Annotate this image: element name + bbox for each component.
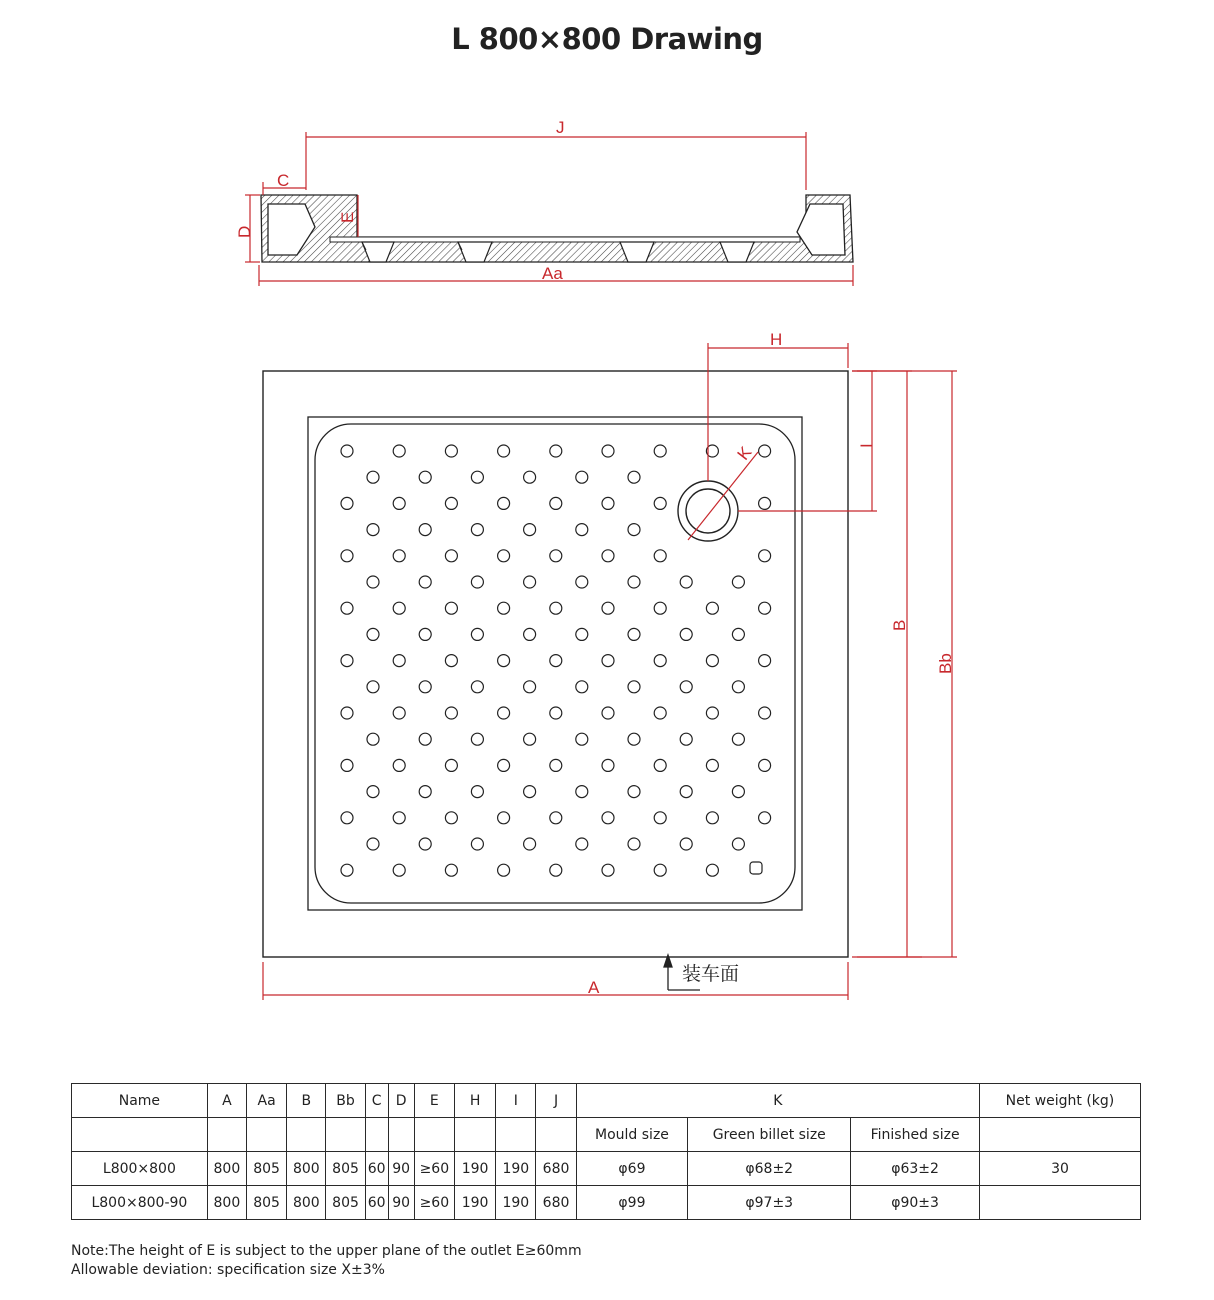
drain-hole	[419, 628, 431, 640]
drain-hole	[471, 628, 483, 640]
cell-name: L800×800-90	[72, 1186, 208, 1220]
drain-hole	[419, 524, 431, 536]
drain-hole	[524, 681, 536, 693]
subheader-mould-size: Mould size	[576, 1118, 688, 1152]
cell-bb: 805	[326, 1186, 365, 1220]
drain-hole	[419, 733, 431, 745]
drain-hole	[471, 576, 483, 588]
drain-hole	[628, 524, 640, 536]
drain-hole	[498, 759, 510, 771]
drain-hole	[393, 655, 405, 667]
drain-hole	[759, 812, 771, 824]
drain-hole	[445, 864, 457, 876]
drain-hole	[576, 471, 588, 483]
cell-aa: 805	[247, 1186, 287, 1220]
cell-j: 680	[536, 1152, 576, 1186]
cell-a: 800	[207, 1152, 246, 1186]
drain-hole	[732, 838, 744, 850]
drain-hole	[498, 812, 510, 824]
drain-hole	[393, 497, 405, 509]
subheader-finished-size: Finished size	[851, 1118, 980, 1152]
drain-hole	[628, 733, 640, 745]
drain-hole	[576, 576, 588, 588]
drain-hole	[367, 524, 379, 536]
drain-hole	[498, 864, 510, 876]
drain-hole	[393, 759, 405, 771]
drain-hole	[654, 550, 666, 562]
drain-hole	[419, 681, 431, 693]
drain-hole	[341, 864, 353, 876]
drain-hole	[680, 628, 692, 640]
drain-hole	[393, 602, 405, 614]
note-line: Allowable deviation: specification size X±3%	[71, 1262, 385, 1278]
header-e: E	[414, 1084, 454, 1118]
drain-hole	[471, 838, 483, 850]
drain-hole	[445, 655, 457, 667]
drain-hole	[654, 445, 666, 457]
drain-hole	[341, 550, 353, 562]
cell-name: L800×800	[72, 1152, 208, 1186]
cell-net-weight: 30	[979, 1152, 1140, 1186]
drain-hole	[602, 445, 614, 457]
drain-hole	[706, 864, 718, 876]
drain-hole	[367, 838, 379, 850]
drain-hole	[732, 786, 744, 798]
drain-hole	[759, 445, 771, 457]
dim-label-i: I	[857, 443, 876, 448]
drain-hole	[550, 812, 562, 824]
drain-hole	[419, 576, 431, 588]
drain-hole	[680, 786, 692, 798]
drain-hole	[628, 838, 640, 850]
dim-label-aa: Aa	[542, 264, 563, 283]
drain-hole	[602, 707, 614, 719]
dim-label-a: A	[588, 978, 600, 997]
drain-hole	[419, 786, 431, 798]
drain-hole	[524, 576, 536, 588]
dim-label-j: J	[556, 118, 565, 137]
drain-hole	[367, 786, 379, 798]
drain-hole	[732, 733, 744, 745]
drain-hole	[759, 655, 771, 667]
cell-c: 60	[365, 1186, 388, 1220]
drain-hole	[576, 838, 588, 850]
drain-hole	[706, 812, 718, 824]
drain-hole	[393, 864, 405, 876]
header-i: I	[496, 1084, 536, 1118]
drain-hole	[393, 445, 405, 457]
header-net-weight: Net weight (kg)	[979, 1084, 1140, 1118]
drain-hole	[445, 812, 457, 824]
cell-c: 60	[365, 1152, 388, 1186]
drain-hole	[367, 681, 379, 693]
cell-h: 190	[454, 1152, 495, 1186]
drain-hole	[576, 681, 588, 693]
drain-hole	[471, 733, 483, 745]
drain-hole	[445, 497, 457, 509]
cell-e: ≥60	[414, 1152, 454, 1186]
cell-b: 800	[287, 1152, 326, 1186]
drain-hole	[498, 602, 510, 614]
header-bb: Bb	[326, 1084, 365, 1118]
header-name: Name	[72, 1084, 208, 1118]
drain-hole	[393, 550, 405, 562]
drain-hole	[498, 497, 510, 509]
drain-hole	[732, 681, 744, 693]
drain-hole	[524, 733, 536, 745]
cell-i: 190	[496, 1186, 536, 1220]
drain-hole	[654, 497, 666, 509]
drain-hole	[628, 786, 640, 798]
drain-hole	[576, 733, 588, 745]
drain-hole	[654, 864, 666, 876]
drain-hole	[628, 628, 640, 640]
cell-b: 800	[287, 1186, 326, 1220]
drain-hole	[471, 786, 483, 798]
header-k: K	[576, 1084, 979, 1118]
drain-hole	[550, 550, 562, 562]
drain-hole	[602, 497, 614, 509]
drain-hole	[498, 550, 510, 562]
drain-hole	[524, 471, 536, 483]
drain-hole	[576, 524, 588, 536]
drain-hole	[498, 445, 510, 457]
drain-hole	[576, 786, 588, 798]
plan-view	[263, 371, 848, 957]
dim-label-k: K	[733, 443, 756, 464]
header-d: D	[388, 1084, 414, 1118]
cell-i: 190	[496, 1152, 536, 1186]
drain-hole	[367, 471, 379, 483]
drain-hole	[367, 733, 379, 745]
drain-hole	[341, 445, 353, 457]
drain-hole	[341, 812, 353, 824]
dim-label-b: B	[890, 619, 909, 631]
cross-section-view	[261, 195, 853, 262]
header-b: B	[287, 1084, 326, 1118]
dim-label-c: C	[277, 171, 290, 190]
drain-hole	[602, 812, 614, 824]
drain-hole	[445, 602, 457, 614]
cell-finished-size: φ63±2	[851, 1152, 980, 1186]
drain-hole	[602, 759, 614, 771]
table-header-row	[72, 1084, 1141, 1118]
dim-label-h: H	[770, 330, 783, 349]
drain-hole	[602, 864, 614, 876]
note-line: Note:The height of E is subject to the upper plane of the outlet E≥60mm	[71, 1243, 582, 1259]
table-subheader-row	[72, 1118, 1141, 1152]
drain-hole	[524, 786, 536, 798]
drain-hole	[732, 628, 744, 640]
drain-hole	[498, 655, 510, 667]
subheader-green-billet-size: Green billet size	[688, 1118, 851, 1152]
drain-hole	[759, 759, 771, 771]
cell-e: ≥60	[414, 1186, 454, 1220]
drain-hole	[419, 471, 431, 483]
drain-hole	[419, 838, 431, 850]
drain-hole	[341, 655, 353, 667]
drain-hole	[628, 681, 640, 693]
drain-hole	[654, 602, 666, 614]
drain-hole	[471, 524, 483, 536]
cell-bb: 805	[326, 1152, 365, 1186]
header-aa: Aa	[247, 1084, 287, 1118]
drain-hole	[341, 602, 353, 614]
drain-hole	[602, 550, 614, 562]
drain-hole	[550, 445, 562, 457]
drain-hole	[628, 576, 640, 588]
header-j: J	[536, 1084, 576, 1118]
drain-hole	[445, 550, 457, 562]
drain-hole	[654, 655, 666, 667]
drain-hole	[602, 602, 614, 614]
tray-section-body	[261, 195, 853, 262]
drain-hole	[550, 602, 562, 614]
drain-hole	[628, 471, 640, 483]
cell-net-weight	[979, 1186, 1140, 1220]
drain-hole	[759, 707, 771, 719]
cell-aa: 805	[247, 1152, 287, 1186]
drain-hole	[341, 497, 353, 509]
specification-table	[71, 1083, 1141, 1220]
drain-hole	[759, 602, 771, 614]
drain-hole	[341, 707, 353, 719]
drain-hole	[654, 812, 666, 824]
drain-hole	[393, 812, 405, 824]
plan-dimensions	[263, 343, 957, 1000]
drain-hole	[367, 628, 379, 640]
dim-label-d: D	[235, 225, 254, 238]
drain-hole	[524, 838, 536, 850]
cell-mould-size: φ99	[576, 1186, 688, 1220]
cell-green-billet-size: φ97±3	[688, 1186, 851, 1220]
drain-hole	[654, 707, 666, 719]
drain-hole	[550, 759, 562, 771]
cell-h: 190	[454, 1186, 495, 1220]
cell-finished-size: φ90±3	[851, 1186, 980, 1220]
cell-mould-size: φ69	[576, 1152, 688, 1186]
drain-hole	[471, 681, 483, 693]
drain-hole	[550, 655, 562, 667]
table-row	[72, 1152, 1141, 1186]
drain-hole	[393, 707, 405, 719]
corner-marker	[750, 862, 762, 874]
drain-hole	[706, 707, 718, 719]
drain-hole	[576, 628, 588, 640]
drain-hole	[706, 655, 718, 667]
drain-hole	[445, 759, 457, 771]
drain-hole	[602, 655, 614, 667]
page-title: L 800×800 Drawing	[451, 22, 763, 56]
drain-hole	[471, 471, 483, 483]
drain-hole	[445, 445, 457, 457]
drain-hole	[680, 733, 692, 745]
drain-hole	[367, 576, 379, 588]
dim-label-bb: Bb	[936, 653, 955, 674]
drain-hole	[550, 864, 562, 876]
cell-d: 90	[388, 1186, 414, 1220]
loading-face-label: 装车面	[682, 963, 740, 985]
drain-hole	[524, 524, 536, 536]
drain-hole	[759, 497, 771, 509]
drain-hole	[445, 707, 457, 719]
drain-hole	[680, 576, 692, 588]
drain-hole	[524, 628, 536, 640]
drain-hole	[498, 707, 510, 719]
cell-a: 800	[207, 1186, 246, 1220]
drain-hole	[654, 759, 666, 771]
table-row	[72, 1186, 1141, 1220]
drain-hole	[550, 497, 562, 509]
section-top-plate	[330, 237, 800, 242]
header-h: H	[454, 1084, 495, 1118]
drain-hole	[706, 759, 718, 771]
notes	[71, 1242, 582, 1280]
drain-hole	[759, 550, 771, 562]
drain-hole	[341, 759, 353, 771]
cell-j: 680	[536, 1186, 576, 1220]
drain-hole	[732, 576, 744, 588]
header-c: C	[365, 1084, 388, 1118]
drain-hole	[706, 602, 718, 614]
drain-hole	[680, 681, 692, 693]
dim-label-e: E	[338, 211, 357, 223]
drain-hole	[550, 707, 562, 719]
cell-d: 90	[388, 1152, 414, 1186]
drain-hole	[680, 838, 692, 850]
header-a: A	[207, 1084, 246, 1118]
cell-green-billet-size: φ68±2	[688, 1152, 851, 1186]
